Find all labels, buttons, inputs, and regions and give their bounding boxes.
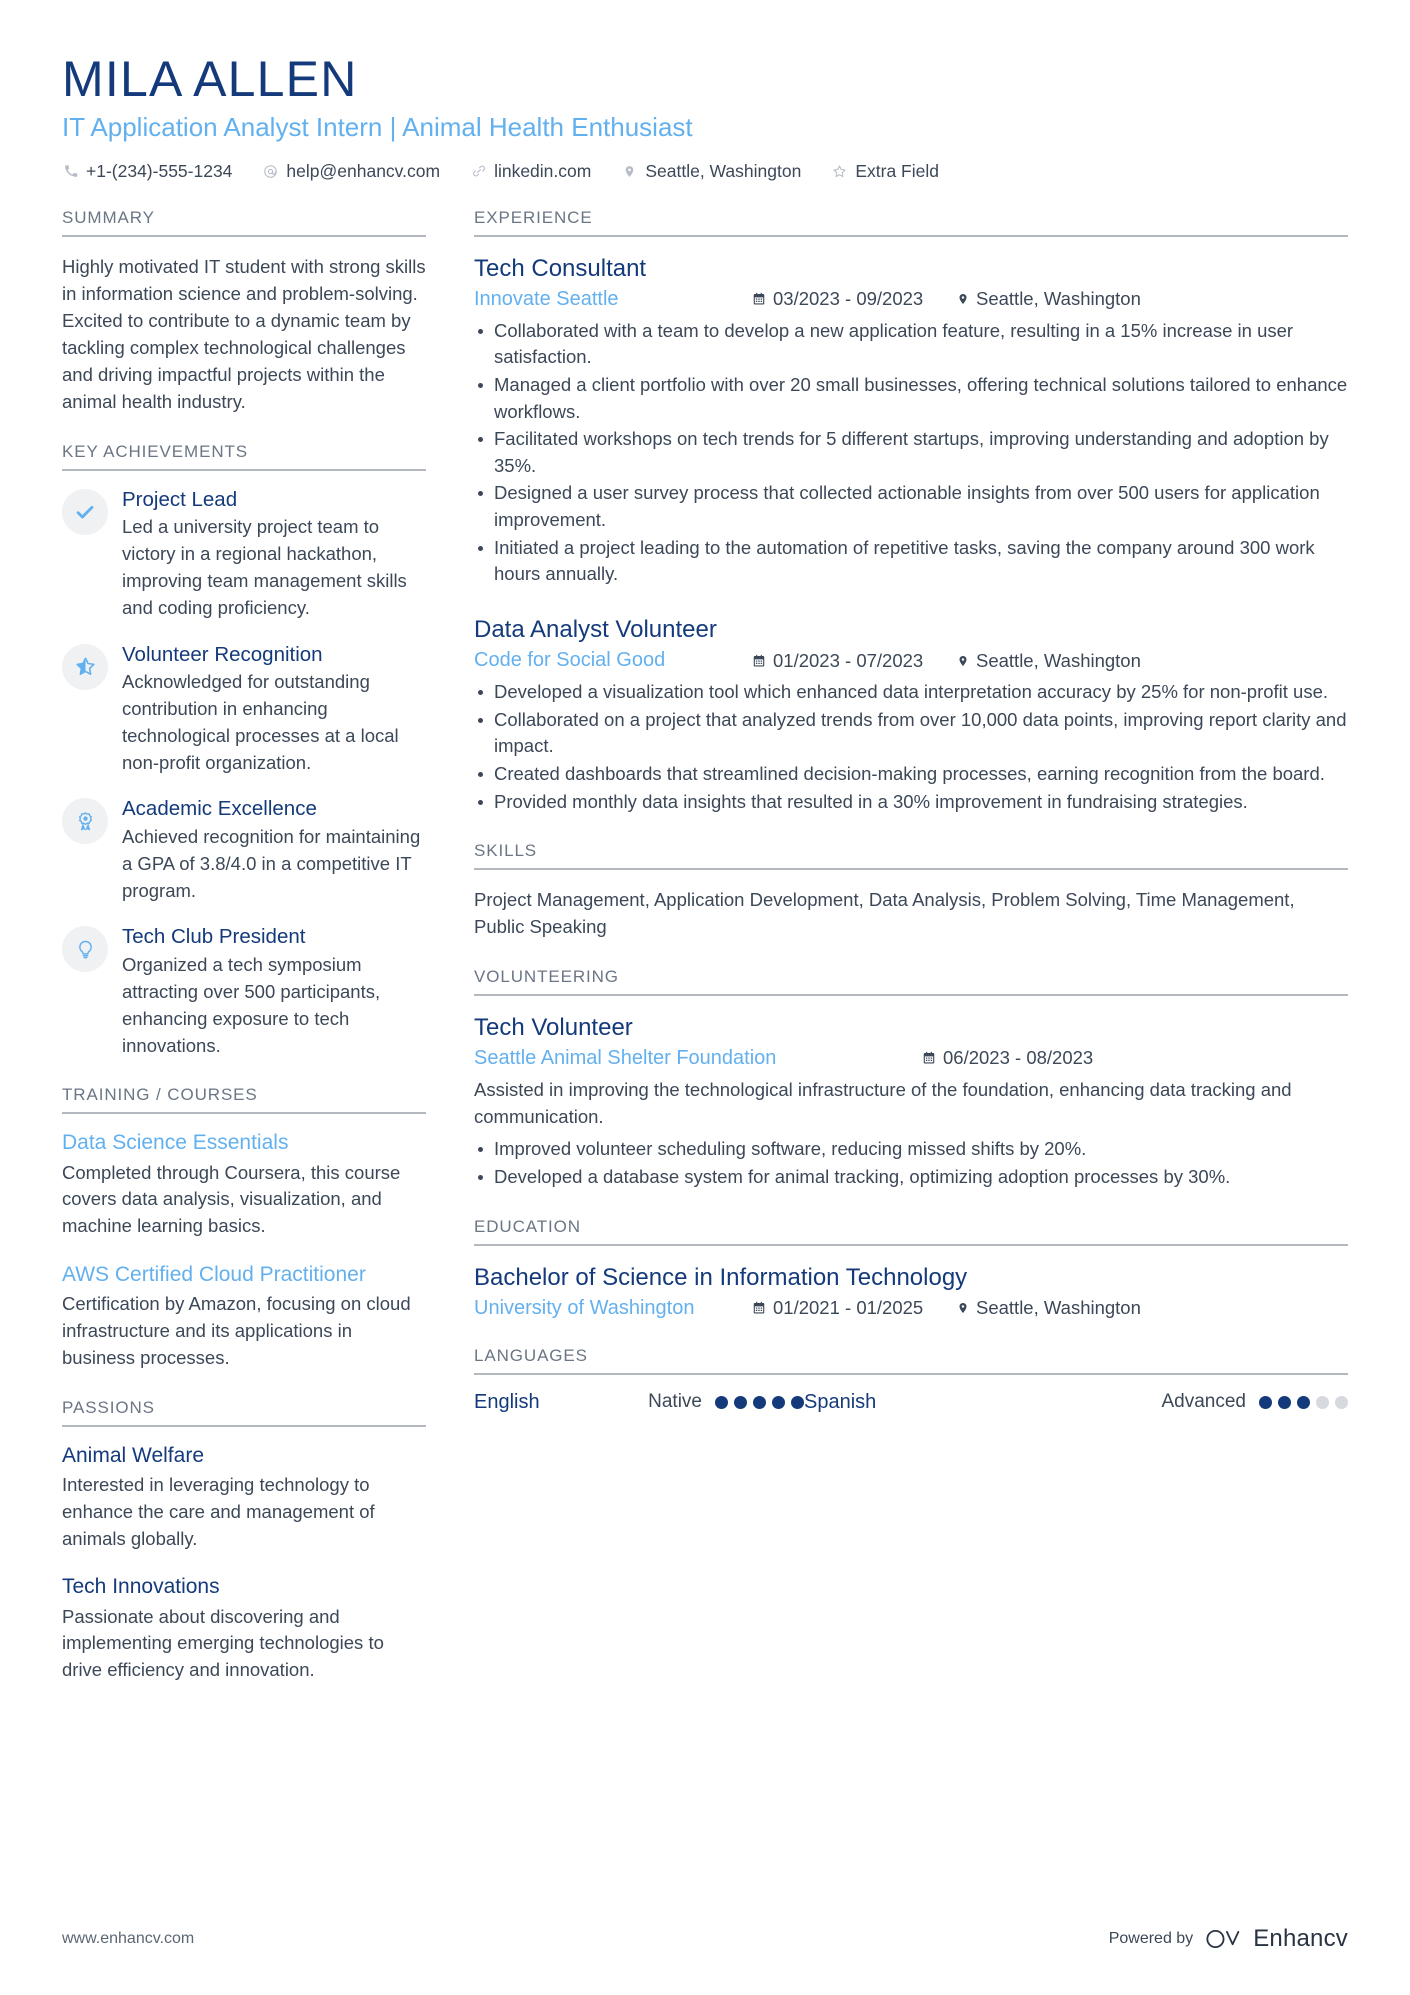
job-bullet: Developed a visualization tool which enhanced data interpretation accuracy by 25% for non-profit use. bbox=[474, 679, 1348, 706]
lightbulb-icon bbox=[62, 926, 108, 972]
contact-extra-field[interactable] bbox=[831, 161, 939, 182]
job-bullet: Collaborated on a project that analyzed trends from over 10,000 data points, improving report clarity and impact. bbox=[474, 707, 1348, 760]
language-rating-dots bbox=[1259, 1396, 1348, 1409]
powered-by-label: Powered by bbox=[1108, 1930, 1194, 1947]
experience-item bbox=[474, 253, 1348, 588]
link-icon bbox=[470, 164, 487, 178]
achievement-desc: Led a university project team to victory in a regional hackathon, improving team management skills and coding proficiency. bbox=[122, 516, 407, 618]
rating-dot-filled bbox=[1259, 1396, 1272, 1409]
rating-dot-filled bbox=[734, 1396, 747, 1409]
job-dates bbox=[752, 650, 957, 672]
section-languages bbox=[474, 1346, 1348, 1414]
achievement-title: Tech Club President bbox=[122, 925, 306, 949]
section-heading-key-achievements: KEY ACHIEVEMENTS bbox=[62, 442, 426, 471]
section-summary bbox=[62, 208, 426, 416]
education-item bbox=[474, 1262, 1348, 1320]
education-location bbox=[957, 1297, 1141, 1319]
volunteer-dates bbox=[922, 1047, 1127, 1069]
location-icon bbox=[957, 654, 969, 668]
job-bullet: Provided monthly data insights that resulted in a 30% improvement in fundraising strategies. bbox=[474, 789, 1348, 816]
section-training-courses bbox=[62, 1085, 426, 1371]
job-company: Innovate Seattle bbox=[474, 287, 619, 310]
passion-item bbox=[62, 1443, 426, 1553]
job-bullet: Managed a client portfolio with over 20 small businesses, offering technical solutions tailored to enhance workflows. bbox=[474, 372, 1348, 425]
left-column bbox=[62, 208, 452, 1711]
language-level: Advanced bbox=[1161, 1391, 1246, 1413]
contact-extra-field-text: Extra Field bbox=[855, 160, 939, 181]
star-icon bbox=[831, 164, 848, 179]
achievement-title: Project Lead bbox=[122, 487, 238, 511]
passion-title: Animal Welfare bbox=[62, 1443, 204, 1467]
contact-phone[interactable] bbox=[62, 161, 232, 182]
email-icon bbox=[262, 164, 279, 179]
course-title: Data Science Essentials bbox=[62, 1131, 289, 1155]
section-heading-experience: EXPERIENCE bbox=[474, 208, 1348, 237]
achievement-desc: Acknowledged for outstanding contribution in enhancing technological processes at a local non-profit organization. bbox=[122, 671, 399, 773]
calendar-icon bbox=[752, 292, 766, 306]
contact-email[interactable] bbox=[262, 161, 440, 182]
achievement-item bbox=[62, 487, 426, 622]
contact-phone-text: +1-(234)-555-1234 bbox=[86, 160, 233, 181]
job-dates-text: 03/2023 - 09/2023 bbox=[773, 288, 924, 310]
candidate-name: MILA ALLEN bbox=[62, 51, 358, 107]
section-experience bbox=[474, 208, 1348, 816]
section-heading-training: TRAINING / COURSES bbox=[62, 1085, 426, 1114]
award-ribbon-icon bbox=[62, 798, 108, 844]
course-desc: Certification by Amazon, focusing on cloud infrastructure and its applications in business processes. bbox=[62, 1293, 411, 1368]
achievement-item bbox=[62, 924, 426, 1059]
job-bullets bbox=[474, 679, 1348, 815]
right-column bbox=[452, 208, 1348, 1440]
job-bullets bbox=[474, 318, 1348, 588]
job-bullet: Collaborated with a team to develop a new application feature, resulting in a 15% increase in user satisfaction. bbox=[474, 318, 1348, 371]
rating-dot-filled bbox=[772, 1396, 785, 1409]
section-education bbox=[474, 1217, 1348, 1320]
job-company: Code for Social Good bbox=[474, 649, 666, 672]
education-school: University of Washington bbox=[474, 1296, 695, 1319]
footer-url[interactable]: www.enhancv.com bbox=[62, 1930, 195, 1947]
location-icon bbox=[957, 1301, 969, 1315]
skills-text: Project Management, Application Development, Data Analysis, Problem Solving, Time Management, Public Speaking bbox=[474, 889, 1295, 938]
contact-linkedin-text: linkedin.com bbox=[494, 160, 592, 181]
section-skills bbox=[474, 841, 1348, 940]
check-icon bbox=[62, 489, 108, 535]
language-rating-dots bbox=[715, 1396, 804, 1409]
calendar-icon bbox=[752, 1301, 766, 1315]
rating-dot-empty bbox=[1316, 1396, 1329, 1409]
volunteer-desc: Assisted in improving the technological infrastructure of the foundation, enhancing data tracking and communication. bbox=[474, 1078, 1292, 1127]
rating-dot-filled bbox=[1278, 1396, 1291, 1409]
achievement-desc: Organized a tech symposium attracting over 500 participants, enhancing exposure to tech innovations. bbox=[122, 954, 381, 1056]
location-icon bbox=[957, 292, 969, 306]
achievement-item bbox=[62, 642, 426, 777]
brand-name: Enhancv bbox=[1253, 1925, 1348, 1952]
languages-row bbox=[474, 1391, 1348, 1414]
education-dates-text: 01/2021 - 01/2025 bbox=[773, 1297, 924, 1319]
page-footer bbox=[62, 1925, 1348, 1953]
contact-linkedin[interactable] bbox=[470, 161, 591, 182]
passion-desc: Interested in leveraging technology to enhance the care and management of animals globally. bbox=[62, 1473, 375, 1549]
job-role: Data Analyst Volunteer bbox=[474, 615, 717, 643]
rating-dot-empty bbox=[1335, 1396, 1348, 1409]
section-key-achievements bbox=[62, 442, 426, 1060]
passion-item bbox=[62, 1574, 426, 1684]
footer-brand bbox=[1109, 1925, 1348, 1953]
achievement-desc: Achieved recognition for maintaining a GPA of 3.8/4.0 in a competitive IT program. bbox=[122, 826, 421, 901]
resume-header bbox=[62, 52, 1348, 182]
job-location-text: Seattle, Washington bbox=[976, 288, 1141, 310]
summary-text: Highly motivated IT student with strong skills in information science and problem-solving. Excited to contribute to a dynamic team by tackling complex technological challenges and driving impactful projects within the animal health industry. bbox=[62, 255, 426, 413]
section-heading-volunteering: VOLUNTEERING bbox=[474, 967, 1348, 996]
calendar-icon bbox=[922, 1051, 936, 1065]
section-passions bbox=[62, 1398, 426, 1684]
language-name: Spanish bbox=[804, 1390, 877, 1413]
job-bullet: Designed a user survey process that collected actionable insights from over 500 users for application improvement. bbox=[474, 480, 1348, 533]
job-bullet: Created dashboards that streamlined decision-making processes, earning recognition from the board. bbox=[474, 761, 1348, 788]
job-dates-text: 01/2023 - 07/2023 bbox=[773, 649, 924, 671]
volunteer-meta bbox=[474, 1047, 1348, 1070]
course-item bbox=[62, 1130, 426, 1240]
rating-dot-filled bbox=[715, 1396, 728, 1409]
job-location bbox=[957, 650, 1141, 672]
location-icon bbox=[621, 164, 638, 179]
job-meta bbox=[474, 288, 1348, 311]
language-level: Native bbox=[648, 1391, 702, 1413]
section-heading-education: EDUCATION bbox=[474, 1217, 1348, 1246]
contact-row bbox=[62, 161, 1348, 182]
phone-icon bbox=[62, 164, 79, 178]
volunteer-bullet: Developed a database system for animal tracking, optimizing adoption processes by 30%. bbox=[474, 1164, 1348, 1191]
language-name: English bbox=[474, 1390, 540, 1413]
rating-dot-filled bbox=[1297, 1396, 1310, 1409]
section-heading-summary: SUMMARY bbox=[62, 208, 426, 237]
volunteer-organization: Seattle Animal Shelter Foundation bbox=[474, 1046, 777, 1069]
achievement-title: Academic Excellence bbox=[122, 797, 317, 821]
section-heading-skills: SKILLS bbox=[474, 841, 1348, 870]
job-location-text: Seattle, Washington bbox=[976, 649, 1141, 671]
rating-dot-filled bbox=[753, 1396, 766, 1409]
achievement-title: Volunteer Recognition bbox=[122, 642, 323, 666]
calendar-icon bbox=[752, 654, 766, 668]
course-title: AWS Certified Cloud Practitioner bbox=[62, 1263, 366, 1286]
contact-email-text: help@enhancv.com bbox=[286, 160, 441, 181]
job-dates bbox=[752, 288, 957, 310]
job-bullet: Facilitated workshops on tech trends for 5 different startups, improving understanding and adoption by 35%. bbox=[474, 426, 1348, 479]
contact-location[interactable] bbox=[621, 161, 801, 182]
rating-dot-filled bbox=[791, 1396, 804, 1409]
volunteer-bullets bbox=[474, 1136, 1348, 1190]
course-item bbox=[62, 1262, 426, 1372]
volunteer-dates-text: 06/2023 - 08/2023 bbox=[943, 1047, 1094, 1069]
section-heading-passions: PASSIONS bbox=[62, 1398, 426, 1427]
candidate-title: IT Application Analyst Intern | Animal Health Enthusiast bbox=[62, 112, 693, 142]
enhancv-logo bbox=[1204, 1925, 1348, 1953]
education-location-text: Seattle, Washington bbox=[976, 1297, 1141, 1319]
volunteer-bullet: Improved volunteer scheduling software, reducing missed shifts by 20%. bbox=[474, 1136, 1348, 1163]
experience-item bbox=[474, 614, 1348, 815]
course-desc: Completed through Coursera, this course covers data analysis, visualization, and machine learning basics. bbox=[62, 1161, 401, 1237]
contact-location-text: Seattle, Washington bbox=[645, 160, 802, 181]
passion-title: Tech Innovations bbox=[62, 1575, 220, 1599]
passion-desc: Passionate about discovering and implementing emerging technologies to drive efficiency and innovation. bbox=[62, 1605, 384, 1681]
job-location bbox=[957, 288, 1141, 310]
language-item-spanish bbox=[804, 1391, 1348, 1414]
job-meta bbox=[474, 649, 1348, 672]
job-role: Tech Consultant bbox=[474, 254, 647, 282]
education-dates bbox=[752, 1297, 957, 1319]
section-heading-languages: LANGUAGES bbox=[474, 1346, 1348, 1375]
half-star-icon bbox=[62, 644, 108, 690]
resume-columns bbox=[62, 208, 1348, 1711]
language-item-english bbox=[474, 1391, 804, 1414]
achievement-item bbox=[62, 796, 426, 904]
job-bullet: Initiated a project leading to the automation of repetitive tasks, saving the company around 300 work hours annually. bbox=[474, 535, 1348, 588]
volunteering-item bbox=[474, 1012, 1348, 1191]
section-volunteering bbox=[474, 967, 1348, 1191]
education-degree: Bachelor of Science in Information Technology bbox=[474, 1263, 968, 1291]
volunteer-role: Tech Volunteer bbox=[474, 1013, 633, 1041]
education-meta bbox=[474, 1297, 1348, 1320]
